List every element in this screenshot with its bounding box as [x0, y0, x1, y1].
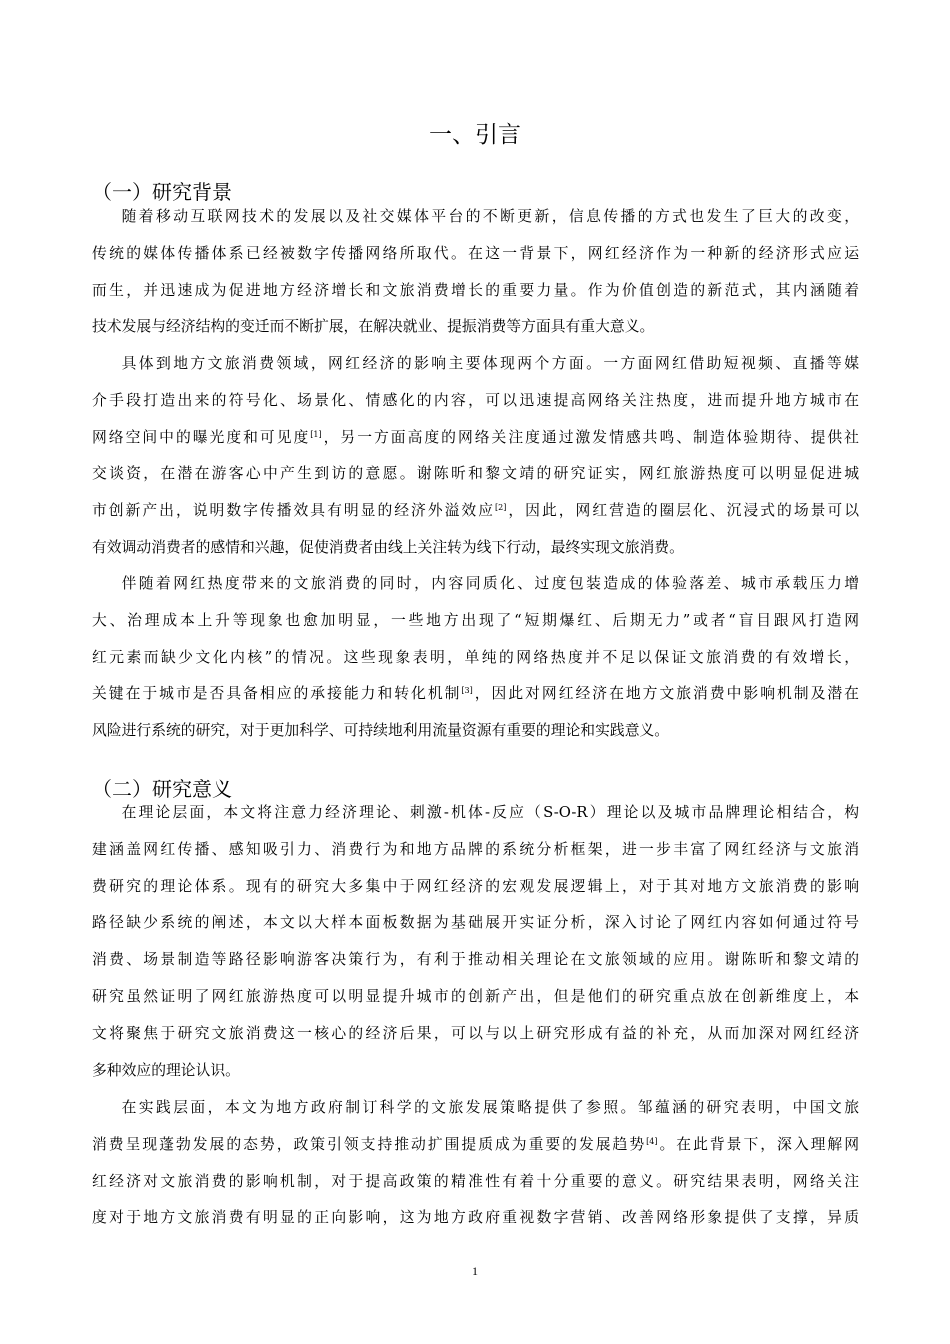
text-line: 研究虽然证明了网红旅游热度可以明显提升城市的创新产出，但是他们的研究重点放在创新维度上，本 [92, 987, 859, 1005]
text-line: 消费、场景制造等路径影响游客决策行为，有利于推动相关理论在文旅领域的应用。谢陈昕和黎文靖的 [92, 951, 859, 969]
text-segment: 网络空间中的曝光度和可见度 [92, 428, 311, 446]
text-line: 文将聚焦于研究文旅消费这一核心的经济后果，可以与以上研究形成有益的补充，从而加深对网红经济 [92, 1024, 859, 1042]
text-line: 随着移动互联网技术的发展以及社交媒体平台的不断更新，信息传播的方式也发生了巨大的改变， [121, 208, 859, 225]
text-line: 大、治理成本上升等现象也愈加明显，一些地方出现了“短期爆红、后期无力”或者“盲目跟风打造网 [92, 611, 859, 629]
text-line: 风险进行系统的研究，对于更加科学、可持续地利用流量资源有重要的理论和实践意义。 [92, 722, 670, 740]
paragraph-significance-2 [92, 1090, 859, 1237]
section-heading-background: （一）研究背景 [92, 180, 232, 204]
page-title: 一、引言 [429, 122, 521, 148]
text-segment: ，因此对网红经济在地方文旅消费中影响机制及潜在 [472, 685, 859, 703]
text-line: 红经济对文旅消费的影响机制，对于提高政策的精准性有着十分重要的意义。研究结果表明，网络关注 [92, 1172, 859, 1190]
paragraph-significance-1 [92, 795, 859, 1089]
text-segment: 。在此背景下，深入理解网 [657, 1135, 859, 1153]
text-line: 而生，并迅速成为促进地方经济增长和文旅消费增长的重要力量。作为价值创造的新范式，其内涵随着 [92, 281, 859, 299]
section-heading-significance: （二）研究意义 [92, 777, 232, 801]
text-line: 伴随着网红热度带来的文旅消费的同时，内容同质化、过度包装造成的体验落差、城市承载压力增 [121, 575, 859, 592]
text-segment: ，因此，网红营造的圈层化、沉浸式的场景可以 [506, 502, 859, 520]
text-segment: ，另一方面高度的网络关注度通过激发情感共鸣、制造体验期待、提供社 [321, 428, 859, 446]
text-segment: 市创新产出，说明数字传播效具有明显的经济外溢效应 [92, 502, 496, 520]
text-segment: 关键在于城市是否具备相应的承接能力和转化机制 [92, 685, 462, 703]
text-line: 红元素而缺少文化内核”的情况。这些现象表明，单纯的网络热度并不足以保证文旅消费的有效增长， [92, 648, 859, 666]
text-segment: 消费呈现蓬勃发展的态势，政策引领支持推动扩围提质成为重要的发展趋势 [92, 1135, 647, 1153]
text-line: 多种效应的理论认识。 [92, 1061, 240, 1079]
text-line: 费研究的理论体系。现有的研究大多集中于网红经济的宏观发展逻辑上，对于其对地方文旅消费的影响 [92, 877, 859, 895]
citation-ref-2: [2] [495, 503, 507, 513]
text-line: 建涵盖网红传播、感知吸引力、消费行为和地方品牌的系统分析框架，进一步丰富了网红经济与文旅消 [92, 840, 859, 858]
paragraph-background-1 [92, 199, 859, 346]
text-line: 路径缺少系统的阐述，本文以大样本面板数据为基础展开实证分析，深入讨论了网红内容如何通过符号 [92, 914, 859, 932]
citation-ref-4: [4] [646, 1136, 658, 1146]
text-line: 具体到地方文旅消费领域，网红经济的影响主要体现两个方面。一方面网红借助短视频、直播等媒 [121, 355, 859, 372]
citation-ref-1: [1] [310, 429, 322, 439]
text-line: 在理论层面，本文将注意力经济理论、刺激-机体-反应（S-O-R）理论以及城市品牌理论相结合，构 [121, 804, 859, 821]
text-line: 度对于地方文旅消费有明显的正向影响，这为地方政府重视数字营销、改善网络形象提供了支撑，异质 [92, 1209, 859, 1227]
citation-ref-3: [3] [461, 686, 473, 696]
text-line [92, 1127, 859, 1164]
text-line [92, 420, 859, 457]
text-line: 介手段打造出来的符号化、场景化、情感化的内容，可以迅速提高网络关注热度，进而提升地方城市在 [92, 391, 859, 409]
text-line: 交谈资，在潜在游客心中产生到访的意愿。谢陈昕和黎文靖的研究证实，网红旅游热度可以明显促进城 [92, 465, 859, 483]
text-line [92, 493, 859, 530]
page-number: 1 [472, 1264, 478, 1278]
text-line: 技术发展与经济结构的变迁而不断扩展，在解决就业、提振消费等方面具有重大意义。 [92, 318, 655, 336]
text-line [92, 676, 859, 713]
paragraph-background-3 [92, 566, 859, 750]
text-line: 在实践层面，本文为地方政府制订科学的文旅发展策略提供了参照。邹蕴涵的研究表明，中国文旅 [121, 1099, 859, 1116]
paragraph-background-2 [92, 346, 859, 567]
text-line: 传统的媒体传播体系已经被数字传播网络所取代。在这一背景下，网红经济作为一种新的经济形式应运 [92, 244, 859, 262]
text-line: 有效调动消费者的感情和兴趣，促使消费者由线上关注转为线下行动，最终实现文旅消费。 [92, 538, 684, 556]
